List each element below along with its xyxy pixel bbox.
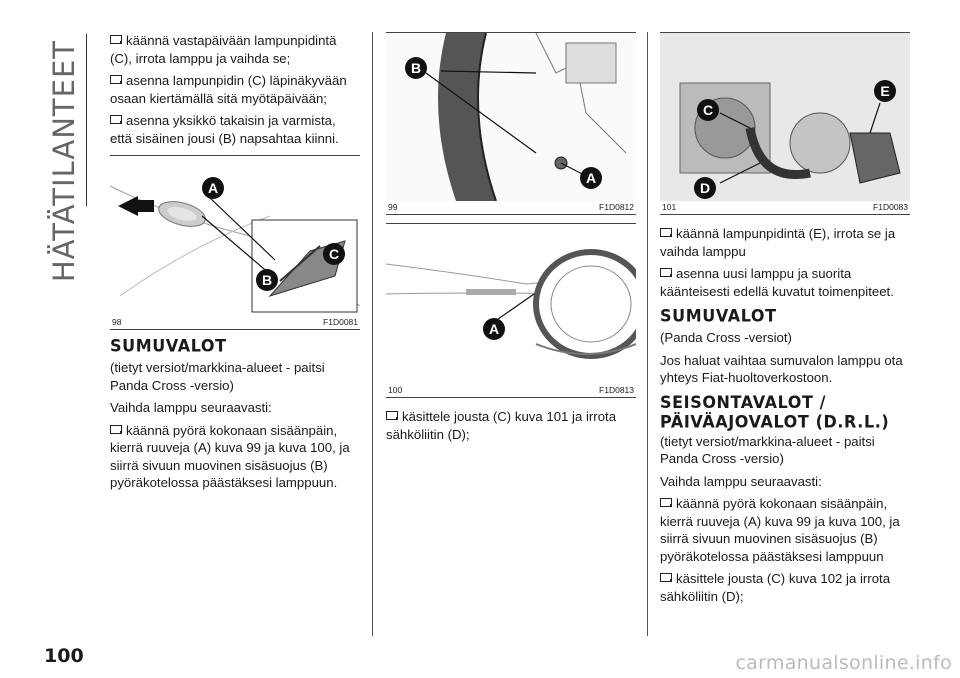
figure-99: [386, 32, 636, 215]
instruction-item: käännä vastapäivään lampunpidintä (C), irrota lamppu ja vaihda se;: [110, 33, 337, 66]
figure-caption: [386, 384, 636, 397]
instruction-item: käsittele jousta (C) kuva 102 ja irrota sähköliitin (D);: [660, 571, 891, 604]
figure-number: 98: [112, 317, 122, 327]
callout-a-label: A: [488, 321, 500, 337]
chapter-divider: [86, 34, 87, 206]
instruction-item: käännä pyörä kokonaan sisäänpäin, kierrä ruuveja (A) kuva 99 ja kuva 100, ja siirrä sivuun muovinen sisäsuojus (B) pyöräkotelossa päästäksesi lamppuun: [660, 496, 900, 564]
callout-c-label: C: [702, 102, 714, 118]
column-3: [660, 32, 910, 610]
instruction-item: asenna yksikkö takaisin ja varmista, että sisäinen jousi (B) napsahtaa kiinni.: [110, 113, 339, 146]
figure-number: 101: [662, 202, 677, 212]
instruction-item: käännä lampunpidintä (E), irrota se ja vaihda lamppu: [660, 226, 896, 259]
arrow-icon: [118, 196, 154, 216]
callout-c-label: C: [328, 246, 340, 262]
column-2: [386, 32, 636, 448]
checkbox-bullet-icon: [660, 228, 672, 237]
figure-code: F1D0812: [599, 202, 634, 212]
figure-caption: [110, 316, 360, 329]
figure-code: F1D0083: [873, 202, 908, 212]
checkbox-bullet-icon: [110, 425, 122, 434]
callout-b-label: B: [261, 272, 273, 288]
section-heading: SUMUVALOT: [660, 305, 777, 326]
figure-100: [386, 223, 636, 398]
section-heading: SEISONTAVALOT / PÄIVÄAJOVALOT (D.R.L.): [660, 391, 890, 432]
figure-98: [110, 155, 360, 330]
checkbox-bullet-icon: [110, 35, 122, 44]
instruction-item: asenna uusi lamppu ja suorita käänteisesti edellä kuvatut toimenpiteet.: [660, 266, 894, 299]
figure-number: 99: [388, 202, 398, 212]
instruction-item: asenna lampunpidin (C) läpinäkyvään osaan kiertämällä sitä myötäpäivään;: [110, 73, 347, 106]
checkbox-bullet-icon: [660, 268, 672, 277]
column-divider-1: [372, 32, 373, 636]
paragraph: (Panda Cross -versiot): [660, 330, 792, 345]
figure-101: [660, 32, 910, 215]
figure-caption: [660, 201, 910, 214]
figure-number: 100: [388, 385, 403, 395]
watermark: carmanualsonline.info: [735, 652, 952, 674]
instruction-item: käsittele jousta (C) kuva 101 ja irrota sähköliitin (D);: [386, 409, 617, 442]
section-heading: SUMUVALOT: [110, 335, 227, 356]
page-number: 100: [44, 645, 84, 667]
figure-caption: [386, 201, 636, 214]
paragraph: Vaihda lamppu seuraavasti:: [110, 400, 272, 415]
callout-a-label: A: [585, 170, 597, 186]
figure-code: F1D0081: [323, 317, 358, 327]
checkbox-bullet-icon: [660, 573, 672, 582]
checkbox-bullet-icon: [660, 498, 672, 507]
paragraph: (tietyt versiot/markkina-alueet - paitsi Panda Cross -versio): [660, 433, 875, 466]
callout-b-label: B: [410, 60, 422, 76]
chapter-title: HÄTÄTILANTEET: [47, 40, 81, 283]
fog-lamp-illustration: [110, 156, 360, 316]
paragraph: Vaihda lamppu seuraavasti:: [660, 473, 822, 489]
paragraph: Jos haluat vaihtaa sumuvalon lamppu ota yhteys Fiat-huoltoverkostoon.: [660, 352, 903, 385]
underbody-illustration: [386, 224, 636, 384]
figure-code: F1D0813: [599, 385, 634, 395]
callout-e-label: E: [880, 83, 890, 99]
column-divider-2: [647, 32, 648, 636]
paragraph: (tietyt versiot/markkina-alueet - paitsi Panda Cross -versio): [110, 360, 325, 393]
callout-a-label: A: [207, 180, 219, 196]
checkbox-bullet-icon: [110, 115, 122, 124]
checkbox-bullet-icon: [110, 75, 122, 84]
instruction-item: käännä pyörä kokonaan sisäänpäin, kierrä ruuveja (A) kuva 99 ja kuva 100, ja siirrä sivuun muovinen sisäsuojus (B) pyöräkotelossa päästäksesi lamppuun.: [110, 422, 350, 490]
column-1: [110, 32, 360, 497]
checkbox-bullet-icon: [386, 411, 398, 420]
callout-d-label: D: [699, 180, 711, 196]
chapter-tab: [44, 40, 84, 283]
lamp-connector-illustration: [660, 33, 910, 201]
wheel-arch-illustration: [386, 33, 636, 201]
